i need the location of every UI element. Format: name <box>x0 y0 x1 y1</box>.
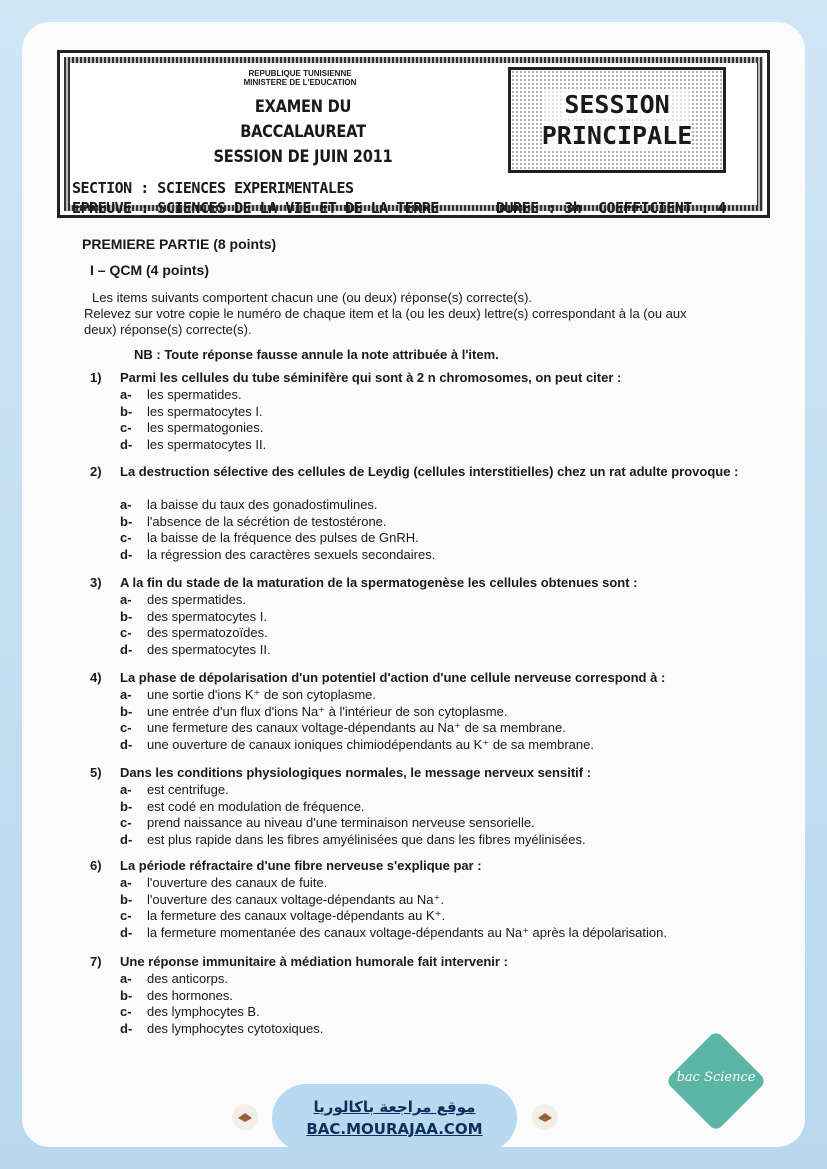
answer-option <box>120 1021 323 1036</box>
site-url-link[interactable]: BAC.MOURAJAA.COM <box>306 1120 483 1138</box>
qcm-title: I – QCM (4 points) <box>90 262 209 278</box>
answer-option <box>120 497 378 512</box>
option-letter: a- <box>120 592 132 607</box>
answer-option <box>120 609 267 624</box>
exam-header <box>57 50 770 218</box>
option-letter: b- <box>120 987 133 1003</box>
option-letter: c- <box>120 625 132 641</box>
bac-science-badge-text: bac Science <box>676 1070 756 1085</box>
answer-option <box>120 547 435 562</box>
option-letter: d- <box>120 642 133 658</box>
coefficient-text: COEFFICIENT : 4 <box>598 199 726 217</box>
option-text: est plus rapide dans les fibres amyélinisées que dans les fibres myélinisées. <box>147 832 586 848</box>
part-title: PREMIERE PARTIE (8 points) <box>82 236 277 252</box>
option-text: des spermatides. <box>147 592 246 607</box>
option-letter: b- <box>120 703 133 719</box>
option-text: la régression des caractères sexuels secondaires. <box>147 547 436 563</box>
answer-option <box>120 892 444 908</box>
session-label: SESSION <box>564 90 670 119</box>
option-text: des spermatocytes II. <box>147 642 271 658</box>
site-arabic-name[interactable]: موقع مراجعة باكالوريا <box>313 1098 476 1116</box>
answer-option <box>120 625 268 640</box>
question-number: 3) <box>90 575 102 590</box>
intro-line-3: deux) réponse(s) correcte(s). <box>84 322 252 337</box>
option-letter: b- <box>120 403 133 419</box>
option-text: des lymphocytes cytotoxiques. <box>147 1021 324 1037</box>
answer-option <box>120 642 271 657</box>
question-text: Une réponse immunitaire à médiation humorale fait intervenir : <box>120 954 508 969</box>
nb-note: NB : Toute réponse fausse annule la note attribuée à l'item. <box>134 347 499 362</box>
option-letter: d- <box>120 925 133 941</box>
option-text: les spermatocytes I. <box>147 403 263 419</box>
session-principale-box <box>508 67 726 173</box>
answer-option <box>120 875 327 890</box>
option-text: les spermatocytes II. <box>147 437 267 453</box>
option-text: une fermeture des canaux voltage-dépendants au Na⁺ de sa membrane. <box>147 720 566 736</box>
option-text: l'ouverture des canaux de fuite. <box>147 875 328 890</box>
site-banner[interactable] <box>272 1084 517 1147</box>
question-number: 6) <box>90 858 102 873</box>
option-text: les spermatogonies. <box>147 420 264 436</box>
question-text: La destruction sélective des cellules de Leydig (cellules interstitielles) chez un rat adulte provoque : <box>120 464 739 479</box>
option-text: des lymphocytes B. <box>147 1004 260 1020</box>
question-number: 4) <box>90 670 102 685</box>
answer-option <box>120 925 667 941</box>
option-letter: a- <box>120 971 132 986</box>
principale-label: PRINCIPALE <box>541 121 693 150</box>
option-text: une sortie d'ions K⁺ de son cytoplasme. <box>147 687 377 702</box>
intro-line-2: Relevez sur votre copie le numéro de chaque item et la (ou les deux) lettre(s) correspondant à la (ou aux <box>84 306 687 321</box>
answer-option <box>120 514 387 529</box>
question-text: Parmi les cellules du tube séminifère qui sont à 2 n chromosomes, on peut citer : <box>120 370 622 385</box>
exam-title <box>190 95 415 170</box>
option-text: la baisse du taux des gonadostimulines. <box>147 497 378 512</box>
duree-text: DUREE : 3h <box>496 199 582 217</box>
option-text: la fermeture momentanée des canaux voltage-dépendants au Na⁺ après la dépolarisation. <box>147 925 667 941</box>
answer-option <box>120 832 586 847</box>
option-text: la fermeture des canaux voltage-dépendants au K⁺. <box>147 908 446 924</box>
answer-option <box>120 908 445 924</box>
answer-option <box>120 1004 260 1019</box>
option-text: est centrifuge. <box>147 782 229 797</box>
option-letter: d- <box>120 547 133 563</box>
answer-option <box>120 737 594 753</box>
answer-option <box>120 815 535 830</box>
option-text: l'absence de la sécrétion de testostérone. <box>147 513 387 529</box>
option-text: est codé en modulation de fréquence. <box>147 798 365 814</box>
question-text: La période réfractaire d'une fibre nerveuse s'explique par : <box>120 858 482 873</box>
question-number: 7) <box>90 954 102 969</box>
option-letter: a- <box>120 497 132 512</box>
option-letter: c- <box>120 815 132 831</box>
answer-option <box>120 437 266 452</box>
option-text: des spermatocytes I. <box>147 608 267 624</box>
option-letter: a- <box>120 387 132 402</box>
answer-option <box>120 704 507 720</box>
option-letter: c- <box>120 420 132 436</box>
option-letter: a- <box>120 782 132 797</box>
option-letter: d- <box>120 737 133 753</box>
option-letter: b- <box>120 891 133 907</box>
option-letter: c- <box>120 1004 132 1020</box>
option-letter: c- <box>120 720 132 736</box>
option-text: prend naissance au niveau d'une terminaison nerveuse sensorielle. <box>147 815 535 831</box>
option-letter: d- <box>120 832 133 848</box>
answer-option <box>120 592 246 607</box>
answer-option <box>120 387 242 402</box>
question-text: A la fin du stade de la maturation de la spermatogenèse les cellules obtenues sont : <box>120 575 638 590</box>
option-text: une entrée d'un flux d'ions Na⁺ à l'intérieur de son cytoplasme. <box>147 703 508 719</box>
option-text: une ouverture de canaux ioniques chimiodépendants au K⁺ de sa membrane. <box>147 737 594 753</box>
section-line: SECTION : SCIENCES EXPERIMENTALES <box>72 179 354 197</box>
option-letter: d- <box>120 1021 133 1037</box>
answer-option <box>120 687 376 703</box>
republique-text: REPUBLIQUE TUNISIENNE <box>248 69 352 78</box>
option-letter: c- <box>120 908 132 924</box>
answer-option <box>120 971 228 986</box>
answer-option <box>120 782 229 797</box>
option-letter: b- <box>120 513 133 529</box>
ministry-block <box>240 69 360 87</box>
option-text: la baisse de la fréquence des pulses de GnRH. <box>147 530 419 546</box>
question-text: Dans les conditions physiologiques normales, le message nerveux sensitif : <box>120 765 592 780</box>
option-text: des anticorps. <box>147 971 228 986</box>
option-letter: c- <box>120 530 132 546</box>
option-letter: a- <box>120 687 132 702</box>
session-date-text: SESSION DE JUIN 2011 <box>213 147 393 167</box>
question-number: 5) <box>90 765 102 780</box>
question-text: La phase de dépolarisation d'un potentiel d'action d'une cellule nerveuse correspond à : <box>120 670 666 685</box>
option-letter: b- <box>120 798 133 814</box>
option-letter: d- <box>120 437 133 453</box>
option-text: des hormones. <box>147 987 233 1003</box>
intro-line-1: Les items suivants comportent chacun une (ou deux) réponse(s) correcte(s). <box>92 290 533 305</box>
option-text: des spermatozoïdes. <box>147 625 268 641</box>
option-text: les spermatides. <box>147 387 242 402</box>
answer-option <box>120 988 233 1003</box>
epreuve-line: EPREUVE : SCIENCES DE LA VIE ET DE LA TERRE <box>72 199 439 217</box>
answer-option <box>120 799 365 814</box>
examen-text: EXAMEN DU BACCALAUREAT <box>240 97 366 142</box>
option-text: l'ouverture des canaux voltage-dépendants au Na⁺. <box>147 891 444 907</box>
option-letter: b- <box>120 608 133 624</box>
site-logo-right <box>532 1104 558 1130</box>
answer-option <box>120 530 419 545</box>
site-logo-left <box>232 1104 258 1130</box>
exam-page <box>22 22 805 1147</box>
question-number: 1) <box>90 370 102 385</box>
option-letter: a- <box>120 875 132 890</box>
answer-option <box>120 404 263 419</box>
ministere-text: MINISTERE DE L'EDUCATION <box>243 78 357 87</box>
question-number: 2) <box>90 464 102 479</box>
answer-option <box>120 720 566 736</box>
answer-option <box>120 420 263 435</box>
